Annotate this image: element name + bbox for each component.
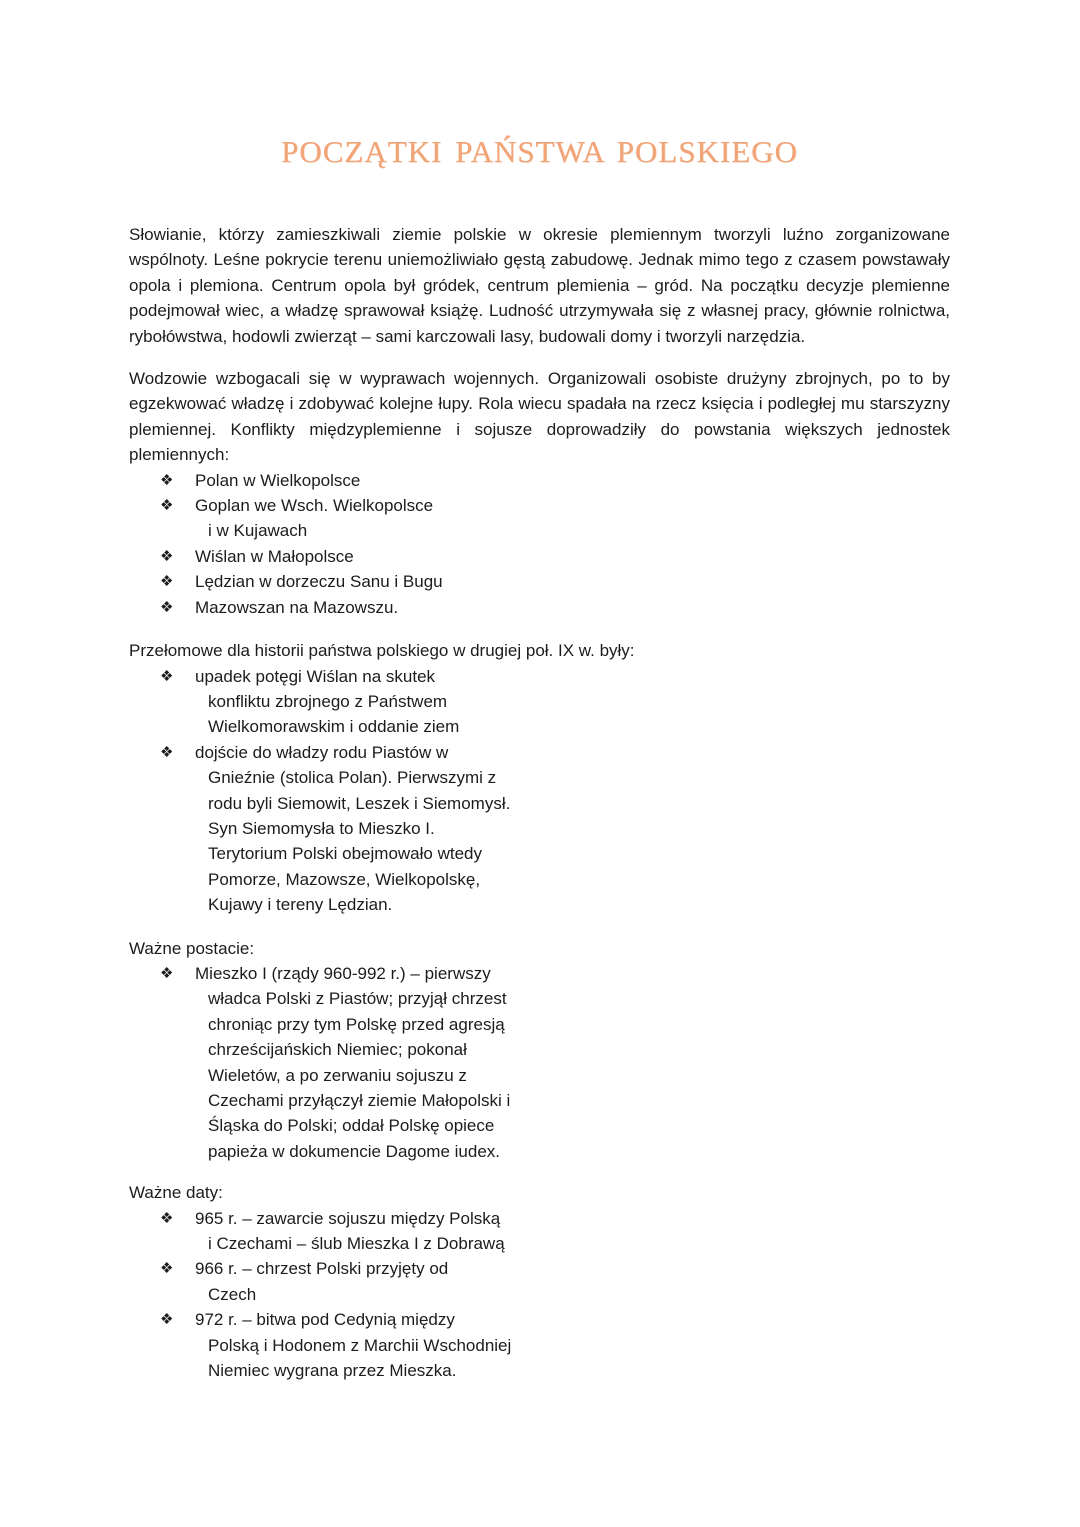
list-item-line [129,1139,950,1164]
list-item [129,740,950,918]
diamond-bullet-icon: ❖ [160,573,174,591]
list-item-line-first [129,1307,950,1332]
list-item-line [129,1012,950,1037]
list-item-text: Wiślan w Małopolsce [195,546,354,566]
list-item-text: Wielkomorawskim i oddanie ziem [208,717,460,737]
list-item-text: Czechami przyłączył ziemie Małopolski i [208,1091,511,1110]
list-item-line-first [129,1256,950,1281]
diamond-bullet-icon: ❖ [160,667,174,685]
list-item-text: Mazowszan na Mazowszu. [195,597,399,617]
dates-heading: Ważne daty: [129,1183,223,1203]
diamond-bullet-icon: ❖ [160,547,174,565]
list-item-text: Pomorze, Mazowsze, Wielkopolskę, [208,869,481,889]
breakthrough-heading: Przełomowe dla historii państwa polskiego w drugiej poł. IX w. były: [129,641,635,661]
list-item-text: papieża w dokumencie Dagome iudex. [208,1141,501,1161]
list-item-text: Polską i Hodonem z Marchii Wschodniej [208,1335,512,1355]
list-item-text: Kujawy i tereny Lędzian. [208,895,393,915]
list-item-text: Goplan we Wsch. Wielkopolsce [195,496,434,516]
list-item-text: rodu byli Siemowit, Leszek i Siemomysł. [208,793,511,813]
list-item-line [129,867,950,892]
list-item-text: Mieszko I (rządy 960-992 r.) – pierwszy [195,963,491,983]
list-item [129,1307,950,1383]
list-item-line [129,1231,950,1256]
list-item-line-first [129,740,950,765]
list-item-line [129,689,950,714]
diamond-bullet-icon: ❖ [160,497,174,515]
list-item-text: chrześcijańskich Niemiec; pokonał [208,1040,467,1060]
list-item-line [129,892,950,917]
list-item-text: Polan w Wielkopolsce [195,470,361,490]
list-item-line [129,1088,950,1113]
breakthrough-list [129,664,950,918]
list-item-text: Syn Siemomysła to Mieszko I. [208,818,435,838]
list-item [129,468,950,493]
dates-list [129,1206,950,1384]
list-item-text: Gnieźnie (stolica Polan). Pierwszymi z [208,768,497,788]
list-item [129,595,950,620]
diamond-bullet-icon: ❖ [160,743,174,761]
list-item-line [129,986,950,1011]
list-item-line [129,1282,950,1307]
list-item-text: 965 r. – zawarcie sojuszu między Polską [195,1208,501,1228]
diamond-bullet-icon: ❖ [160,1209,174,1227]
page-title: POCZĄTKI PAŃSTWA POLSKIEGO [281,134,798,169]
list-item [129,1256,950,1307]
list-item [129,961,950,1164]
list-item-text: 972 r. – bitwa pod Cedynią między [195,1310,455,1330]
list-item [129,493,950,544]
list-item-line [129,1113,950,1138]
list-item [129,569,950,594]
list-item-line-first [129,1206,950,1231]
diamond-bullet-icon: ❖ [160,964,174,982]
list-item-line [129,1037,950,1062]
figures-heading: Ważne postacie: [129,938,255,958]
list-item-line-first [129,664,950,689]
document-content [129,0,950,1401]
list-item-text: Czech [208,1284,257,1304]
diamond-bullet-icon: ❖ [160,471,174,489]
list-item-text: i Czechami – ślub Mieszka I z Dobrawą [208,1234,505,1254]
diamond-bullet-icon: ❖ [160,1260,174,1278]
list-item-line [129,841,950,866]
list-item-text: Lędzian w dorzeczu Sanu i Bugu [195,572,443,592]
list-item-line [129,765,950,790]
figures-list [129,961,950,1164]
list-item-text: Wieletów, a po zerwaniu sojuszu z [208,1065,467,1085]
list-item-line-first [129,595,950,620]
list-item [129,664,950,740]
list-item [129,544,950,569]
list-item-text: upadek potęgi Wiślan na skutek [195,666,436,686]
list-item-line [129,1358,950,1383]
list-item-line [129,1063,950,1088]
diamond-bullet-icon: ❖ [160,598,174,616]
list-item-text: Terytorium Polski obejmowało wtedy [208,844,482,864]
list-item-text: dojście do władzy rodu Piastów w [195,742,449,762]
list-item-text: Śląska do Polski; oddał Polskę opiece [208,1116,495,1136]
diamond-bullet-icon: ❖ [160,1311,174,1329]
list-item [129,1206,950,1257]
list-item-line-first [129,468,950,493]
list-item-text: Niemiec wygrana przez Mieszka. [208,1361,457,1381]
list-item-line [129,518,950,543]
list-item-line-first [129,544,950,569]
intro-paragraph: Słowianie, którzy zamieszkiwali ziemie polskie w okresie plemiennym tworzyli luźno zorganizowane wspólnoty. Leśne pokrycie terenu uniemożliwiało gęstą zabudowę. Jednak mimo tego z czasem powstawały opola i plemiona. Centrum opola był gródek, centrum plemienia – gród. Na początku decyzje plemienne podejmował wiec, a władzę sprawował książę. Ludność utrzymywała się z własnej pracy, głównie rolnictwa, rybołówstwa, hodowli zwierząt – sami karczowali lasy, budowali domy i tworzyli narzędzia. [129,225,950,346]
list-item-text: i w Kujawach [208,521,308,541]
list-item-line [129,816,950,841]
list-item-line [129,791,950,816]
list-item-line-first [129,493,950,518]
list-item-line [129,714,950,739]
tribal-units-list [129,468,950,620]
list-item-text: chroniąc przy tym Polskę przed agresją [208,1014,505,1034]
list-item-text: władca Polski z Piastów; przyjął chrzest [208,989,507,1009]
list-item-line-first [129,569,950,594]
list-item-line-first [129,961,950,986]
list-item-line [129,1333,950,1358]
list-item-text: konfliktu zbrojnego z Państwem [208,691,448,711]
list-item-text: 966 r. – chrzest Polski przyjęty od [195,1259,449,1279]
warlords-paragraph: Wodzowie wzbogacali się w wyprawach wojennych. Organizowali osobiste drużyny zbrojnych, po to by egzekwować władzę i zdobywać kolejne łupy. Rola wiecu spadała na rzecz księcia i podległej mu starszyzny plemiennej. Konflikty międzyplemienne i sojusze doprowadziły do powstania większych jednostek plemiennych: [129,369,950,465]
